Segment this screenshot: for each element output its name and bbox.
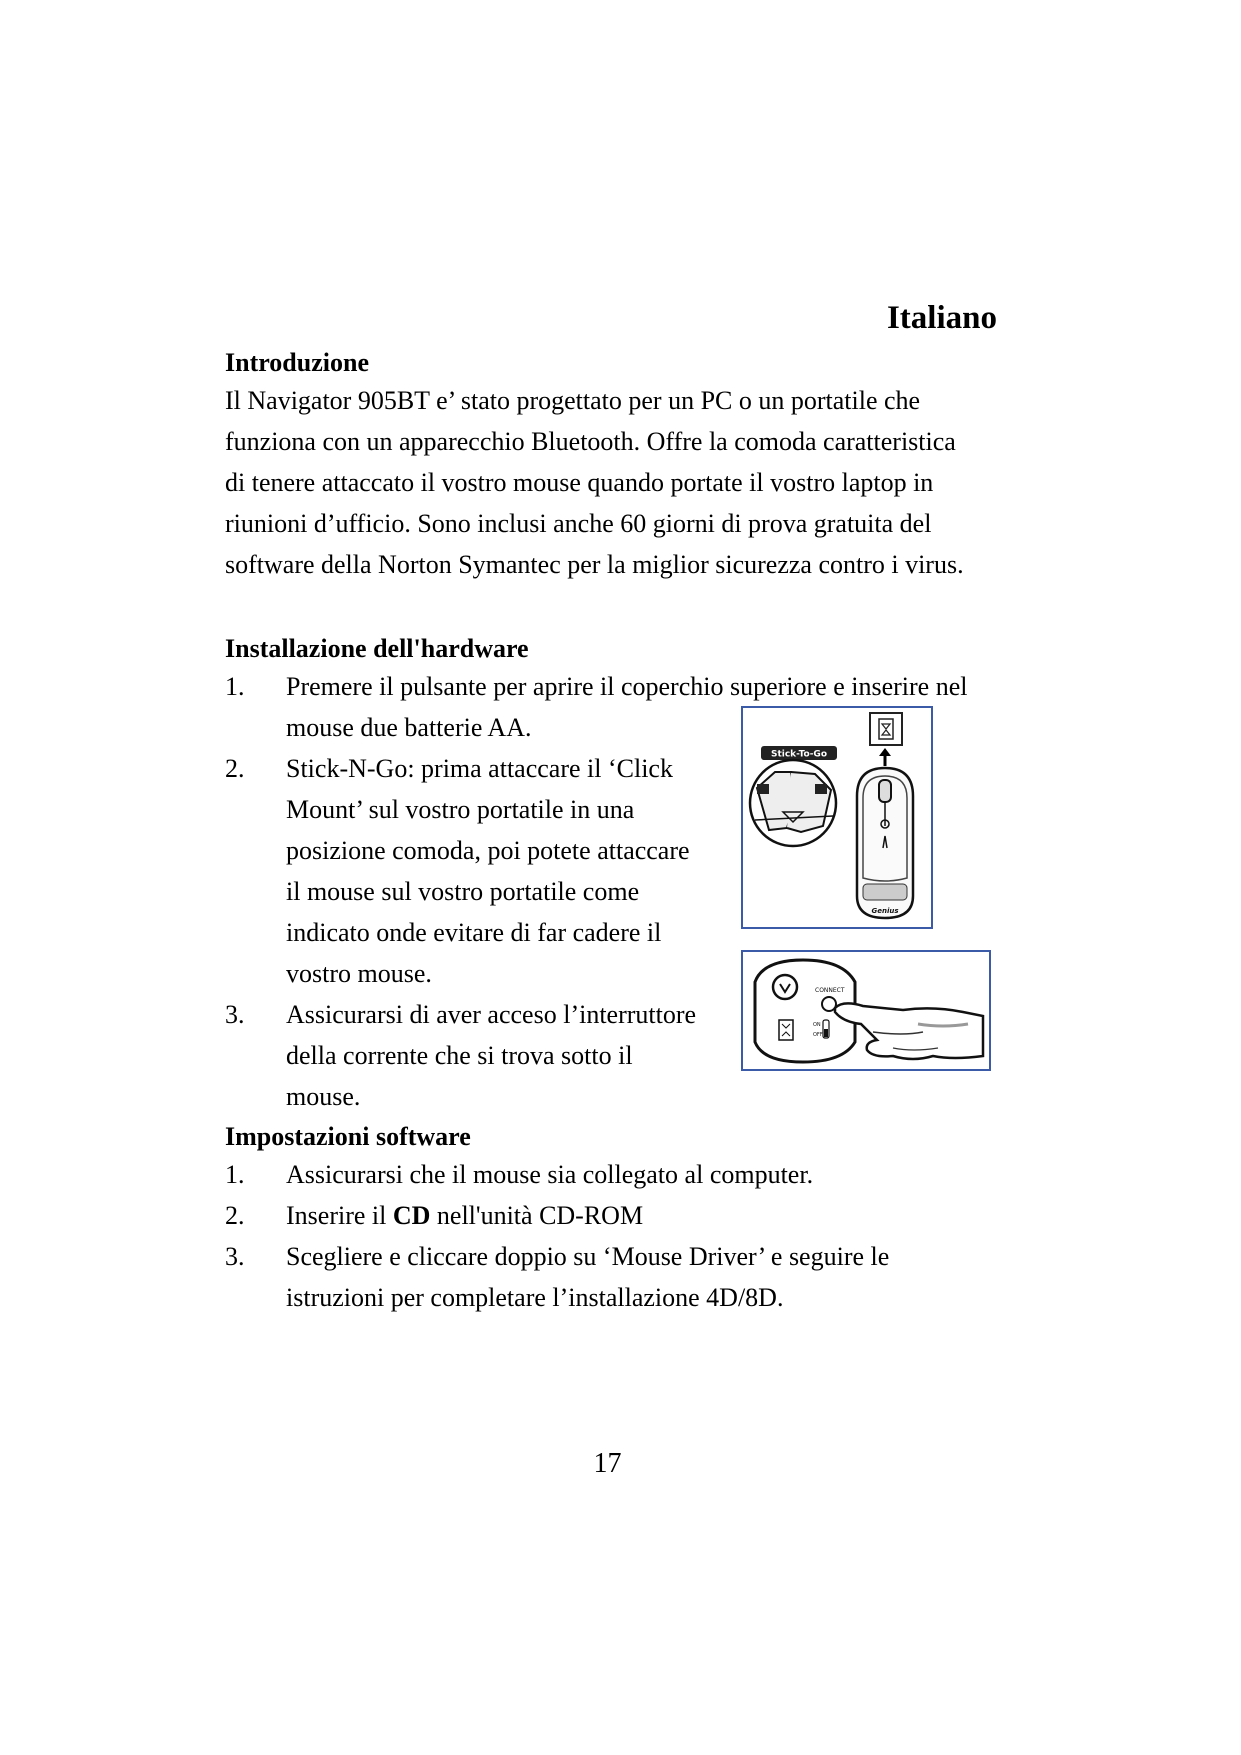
step-line: posizione comoda, poi potete attaccare — [286, 836, 690, 865]
step-number: 1. — [225, 672, 245, 701]
software-heading: Impostazioni software — [225, 1122, 471, 1151]
step-line: istruzioni per completare l’installazione 4D/8D. — [286, 1283, 784, 1312]
step-number: 2. — [225, 754, 245, 783]
step-line: il mouse sul vostro portatile come — [286, 877, 640, 906]
intro-line: Il Navigator 905BT e’ stato progettato per un PC o un portatile che — [225, 386, 921, 415]
clip-mount-icon — [870, 713, 902, 745]
step-number: 2. — [225, 1201, 245, 1230]
intro-line: funziona con un apparecchio Bluetooth. Offre la comoda caratteristica — [225, 427, 956, 456]
intro-line: software della Norton Symantec per la miglior sicurezza contro i virus. — [225, 550, 964, 579]
step-line: Premere il pulsante per aprire il coperchio superiore e inserire nel — [286, 672, 968, 701]
language-title: Italiano — [886, 300, 997, 336]
step-line: indicato onde evitare di far cadere il — [286, 918, 662, 947]
step-line: vostro mouse. — [286, 959, 432, 988]
step-line: Mount’ sul vostro portatile in una — [286, 795, 635, 824]
intro-line: di tenere attaccato il vostro mouse quando portate il vostro laptop in — [225, 468, 934, 497]
step-line — [286, 1195, 643, 1236]
intro-heading: Introduzione — [225, 348, 369, 377]
off-label: OFF — [813, 1032, 823, 1038]
figure-stick-to-go — [741, 706, 933, 929]
on-label: ON — [813, 1022, 821, 1028]
step-text-bold: CD — [392, 1201, 431, 1230]
step-line: della corrente che si trova sotto il — [286, 1041, 633, 1070]
figure-connect-button — [741, 950, 991, 1071]
zoom-detail-icon — [750, 760, 836, 846]
connect-label: CONNECT — [815, 987, 845, 994]
step-line: Assicurarsi che il mouse sia collegato al computer. — [286, 1160, 814, 1189]
step-text-post: nell'unità CD-ROM — [430, 1201, 644, 1230]
step-number: 3. — [225, 1242, 245, 1271]
step-line: Assicurarsi di aver acceso l’interruttore — [286, 1000, 697, 1029]
step-line: Scegliere e cliccare doppio su ‘Mouse Driver’ e seguire le — [286, 1242, 890, 1271]
intro-paragraph — [225, 380, 1025, 585]
intro-line: riunioni d’ufficio. Sono inclusi anche 60 giorni di prova gratuita del — [225, 509, 932, 538]
step-line: Stick-N-Go: prima attaccare il ‘Click — [286, 754, 673, 783]
page-number: 17 — [593, 1448, 622, 1479]
mouse-icon — [857, 768, 913, 918]
hardware-heading: Installazione dell'hardware — [225, 634, 529, 663]
step-number: 1. — [225, 1160, 245, 1189]
badge-text: Stick-To-Go — [770, 749, 828, 760]
step-line: mouse due batterie AA. — [286, 713, 532, 742]
step-text-pre: Inserire il — [286, 1201, 393, 1230]
brand-logo-text: Genius — [871, 907, 899, 915]
arrow-up-icon — [879, 748, 891, 766]
step-number: 3. — [225, 1000, 245, 1029]
step-line: mouse. — [286, 1082, 361, 1111]
hand-pointing-icon — [835, 1003, 983, 1059]
